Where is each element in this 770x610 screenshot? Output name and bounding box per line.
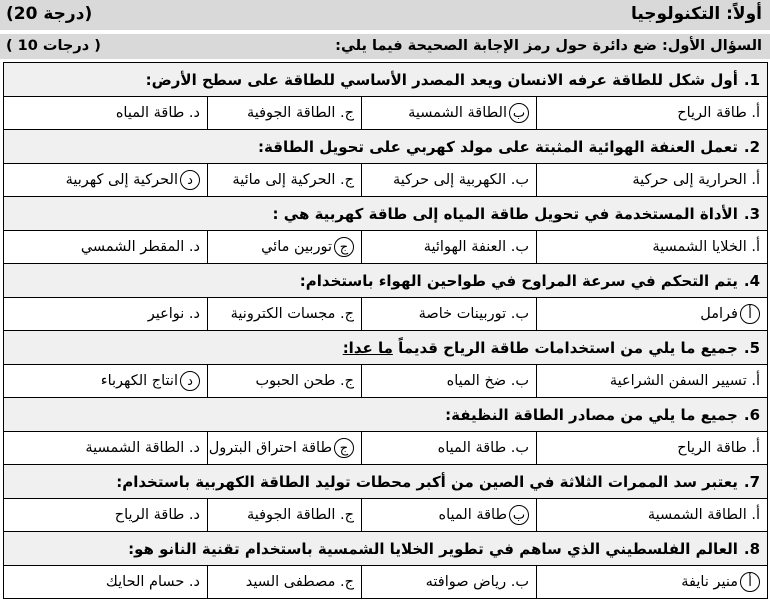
options-row <box>4 164 768 197</box>
section-score: (20 درجة) <box>6 4 93 24</box>
question-cell <box>4 331 768 365</box>
option-cell[interactable] <box>537 231 768 264</box>
option-text: العنفة الهوائية <box>423 239 507 255</box>
option-text: الطاقة الجوفية <box>246 105 336 121</box>
question-number: 4. <box>743 271 760 290</box>
option-text: الحرارية إلى حركية <box>632 172 747 188</box>
option-cell[interactable] <box>208 432 362 465</box>
option-text: الكهربية إلى حركية <box>393 172 507 188</box>
question-title: السؤال الأول: ضع دائرة حول رمز الإجابة الصحيحة فيما يلي: <box>335 38 762 54</box>
question-cell <box>4 264 768 298</box>
option-text: انتاج الكهرباء <box>100 373 178 389</box>
option-letter: ب. <box>510 440 529 456</box>
option-cell[interactable] <box>362 164 537 197</box>
option-letter: أ. <box>751 105 760 121</box>
circled-option-letter: أ <box>740 572 760 592</box>
option-cell[interactable] <box>537 97 768 130</box>
option-text: الطاقة الشمسية <box>85 440 185 456</box>
option-letter: ج. <box>340 507 354 523</box>
option-cell[interactable] <box>362 298 537 331</box>
question-row <box>4 130 768 164</box>
option-letter: أ. <box>751 373 760 389</box>
option-letter: ب. <box>510 373 529 389</box>
options-row <box>4 432 768 465</box>
question-number: 3. <box>743 204 760 223</box>
question-number: 6. <box>743 405 760 424</box>
options-row <box>4 298 768 331</box>
option-text: حسام الحايك <box>105 574 185 590</box>
question-cell <box>4 197 768 231</box>
option-letter: أ. <box>751 172 760 188</box>
option-letter: د. <box>188 105 200 121</box>
options-row <box>4 365 768 398</box>
option-cell[interactable] <box>362 499 537 532</box>
circled-option-letter: ب <box>509 103 529 123</box>
question-text-underlined: ما عدا: <box>342 338 393 357</box>
option-letter: ج. <box>340 172 354 188</box>
option-letter: د. <box>188 239 200 255</box>
question-number: 5. <box>743 338 760 357</box>
options-row <box>4 499 768 532</box>
option-cell[interactable] <box>537 298 768 331</box>
question-score: ( 10 درجات ) <box>6 38 101 54</box>
option-letter: د. <box>188 574 200 590</box>
question-row <box>4 264 768 298</box>
option-letter: ج. <box>340 105 354 121</box>
question-row <box>4 398 768 432</box>
option-cell[interactable] <box>208 97 362 130</box>
option-text: طاقة الرياح <box>677 440 747 456</box>
option-text: مجسات الكترونية <box>230 306 336 322</box>
circled-option-letter: ب <box>509 505 529 525</box>
option-cell[interactable] <box>4 298 208 331</box>
question-row <box>4 331 768 365</box>
option-text: طاقة احتراق البترول <box>208 440 332 456</box>
option-text: فرامل <box>700 306 738 322</box>
option-letter: ب. <box>510 574 529 590</box>
option-letter: ج. <box>340 574 354 590</box>
option-cell[interactable] <box>362 365 537 398</box>
option-cell[interactable] <box>4 231 208 264</box>
option-text: طاقة المياه <box>438 507 507 523</box>
option-letter: د. <box>188 306 200 322</box>
question-cell <box>4 63 768 97</box>
option-cell[interactable] <box>4 432 208 465</box>
question-text: تعمل العنفة الهوائية المثبتة على مولد كهربي على تحويل الطاقة: <box>258 137 738 156</box>
option-cell[interactable] <box>362 231 537 264</box>
option-cell[interactable] <box>537 365 768 398</box>
option-text: تسيير السفن الشراعية <box>609 373 747 389</box>
option-letter: ج. <box>340 306 354 322</box>
option-cell[interactable] <box>208 164 362 197</box>
question-row <box>4 532 768 566</box>
circled-option-letter: د <box>180 170 200 190</box>
question-row <box>4 197 768 231</box>
question-text: جميع ما يلي من مصادر الطاقة النظيفة: <box>445 405 738 424</box>
question-text: يتم التحكم في سرعة المراوح في طواحين الهواء باستخدام: <box>299 271 738 290</box>
circled-option-letter: أ <box>740 304 760 324</box>
option-letter: د. <box>188 440 200 456</box>
option-letter: ب. <box>510 239 529 255</box>
option-cell[interactable] <box>537 566 768 599</box>
option-cell[interactable] <box>362 566 537 599</box>
option-cell[interactable] <box>537 499 768 532</box>
question-number: 2. <box>743 137 760 156</box>
question-instruction-bar <box>0 34 770 59</box>
option-text: طاقة الرياح <box>114 507 185 523</box>
question-number: 7. <box>743 472 760 491</box>
question-cell <box>4 465 768 499</box>
option-cell[interactable] <box>4 365 208 398</box>
option-text: الحركية إلى كهربية <box>65 172 178 188</box>
option-cell[interactable] <box>208 566 362 599</box>
option-text: مصطفى السيد <box>245 574 336 590</box>
option-letter: ب. <box>510 172 529 188</box>
option-text: نواعير <box>147 306 185 322</box>
question-text: جميع ما يلي من استخدامات طاقة الرياح قديماً <box>398 338 738 357</box>
option-letter: أ. <box>751 239 760 255</box>
option-cell[interactable] <box>208 231 362 264</box>
question-cell <box>4 532 768 566</box>
option-text: طحن الحبوب <box>255 373 336 389</box>
options-row <box>4 97 768 130</box>
option-cell[interactable] <box>208 365 362 398</box>
option-cell[interactable] <box>537 164 768 197</box>
options-row <box>4 566 768 599</box>
option-text: الحركية إلى مائية <box>232 172 336 188</box>
section-header-bar <box>0 0 770 30</box>
option-text: توربينات خاصة <box>418 306 507 322</box>
question-text: يعتبر سد الممرات الثلاثة في الصين من أكبر محطات توليد الطاقة الكهربية باستخدام: <box>116 472 738 491</box>
option-cell[interactable] <box>362 97 537 130</box>
option-cell[interactable] <box>4 97 208 130</box>
circled-option-letter: ج <box>334 237 354 257</box>
circled-option-letter: ج <box>334 438 354 458</box>
option-cell[interactable] <box>4 499 208 532</box>
options-row <box>4 231 768 264</box>
option-cell[interactable] <box>208 499 362 532</box>
option-text: رياض صوافته <box>425 574 507 590</box>
option-text: طاقة المياه <box>115 105 185 121</box>
option-letter: د. <box>188 507 200 523</box>
option-text: منير نايفة <box>681 574 738 590</box>
question-cell <box>4 398 768 432</box>
option-text: الطاقة الشمسية <box>647 507 747 523</box>
option-text: طاقة المياه <box>437 440 507 456</box>
option-cell[interactable] <box>4 566 208 599</box>
option-text: المقطر الشمسي <box>80 239 185 255</box>
option-cell[interactable] <box>537 432 768 465</box>
question-text: الأداة المستخدمة في تحويل طاقة المياه إلى طاقة كهربية هي : <box>272 204 738 223</box>
section-title: أولاً: التكنولوجيا <box>630 4 762 24</box>
option-text: الخلايا الشمسية <box>652 239 747 255</box>
option-text: ضخ المياه <box>446 373 507 389</box>
question-text: أول شكل للطاقة عرفه الانسان ويعد المصدر الأساسي للطاقة على سطح الأرض: <box>145 70 738 89</box>
option-cell[interactable] <box>4 164 208 197</box>
circled-option-letter: د <box>180 371 200 391</box>
option-letter: أ. <box>751 507 760 523</box>
question-number: 8. <box>743 539 760 558</box>
option-text: الطاقة الشمسية <box>408 105 507 121</box>
option-letter: ب. <box>510 306 529 322</box>
option-text: توربين مائي <box>261 239 332 255</box>
question-number: 1. <box>743 70 760 89</box>
option-text: الطاقة الجوفية <box>246 507 336 523</box>
option-letter: ج. <box>340 373 354 389</box>
option-text: طاقة الرياح <box>677 105 747 121</box>
question-row <box>4 63 768 97</box>
option-cell[interactable] <box>208 298 362 331</box>
question-row <box>4 465 768 499</box>
question-cell <box>4 130 768 164</box>
option-letter: أ. <box>751 440 760 456</box>
question-text: العالم الفلسطيني الذي ساهم في تطوير الخلايا الشمسية باستخدام تقنية النانو هو: <box>128 539 738 558</box>
option-cell[interactable] <box>362 432 537 465</box>
questions-table <box>3 62 768 599</box>
